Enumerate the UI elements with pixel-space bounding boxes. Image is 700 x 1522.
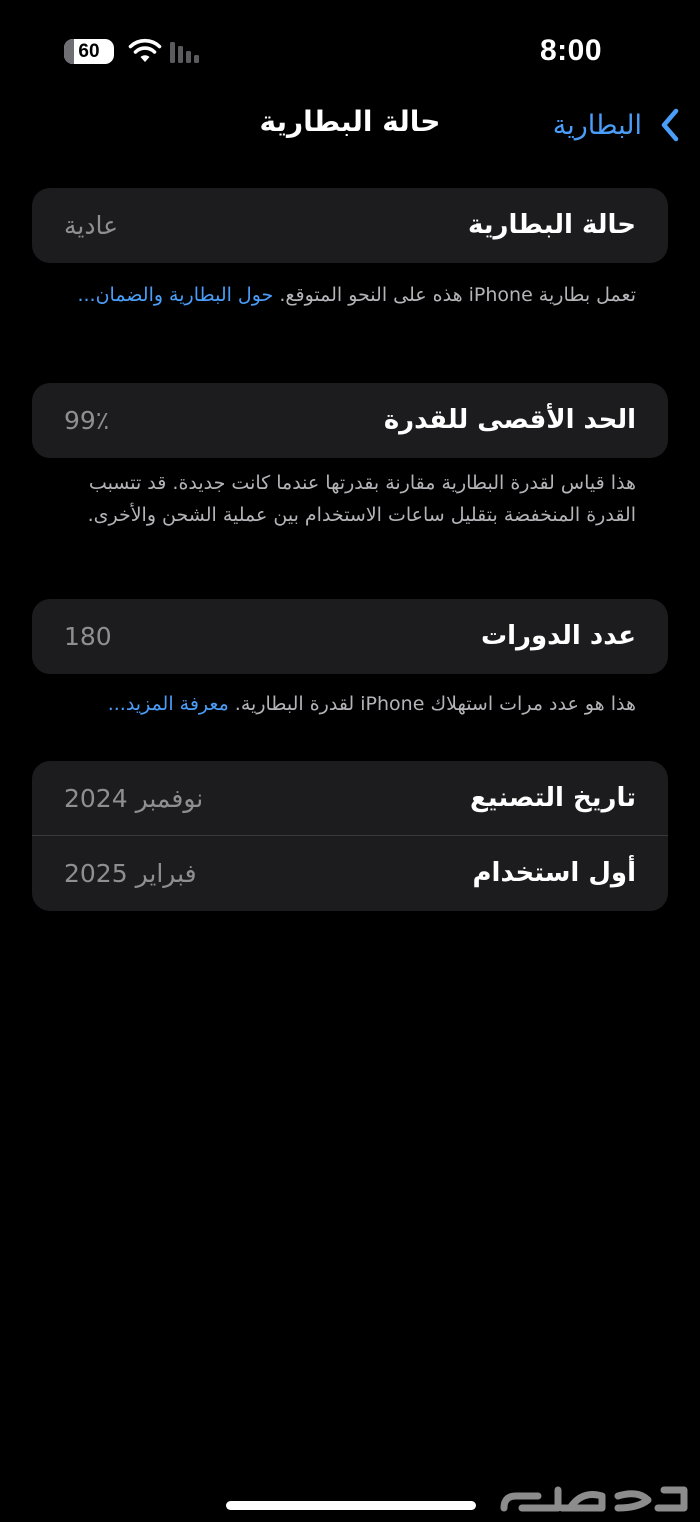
first-use-date-label: أول استخدام	[472, 858, 636, 888]
haraj-watermark-logo	[498, 1482, 692, 1518]
maximum-capacity-row	[32, 383, 668, 458]
maximum-capacity-label: الحد الأقصى للقدرة	[383, 405, 636, 435]
battery-dates-group	[32, 761, 668, 911]
first-use-date-row	[32, 836, 668, 911]
maximum-capacity-group	[32, 383, 668, 458]
maximum-capacity-value: 99٪	[64, 406, 110, 435]
cycle-count-footnote	[60, 688, 636, 720]
battery-level: 60	[78, 41, 100, 62]
cycle-count-label: عدد الدورات	[480, 621, 636, 651]
manufacture-date-label: تاريخ التصنيع	[470, 783, 636, 813]
manufacture-date-row	[32, 761, 668, 836]
battery-condition-value: عادية	[64, 211, 119, 240]
wifi-icon	[128, 38, 162, 64]
first-use-date-value: فبراير 2025	[64, 859, 197, 888]
battery-condition-footnote-text: تعمل بطارية iPhone هذه على النحو المتوقع.	[273, 284, 636, 306]
clock: 8:00	[539, 34, 602, 67]
battery-condition-label: حالة البطارية	[468, 210, 636, 240]
maximum-capacity-footnote: هذا قياس لقدرة البطارية مقارنة بقدرتها عندما كانت جديدة. قد تتسبب القدرة المنخفضة بتقليل ساعات الاستخدام بين عملية الشحن والأخرى.	[87, 472, 636, 526]
cycle-count-row	[32, 599, 668, 674]
battery-condition-row	[32, 188, 668, 263]
battery-icon	[64, 39, 114, 64]
cycle-count-value: 180	[64, 622, 112, 651]
back-label: البطارية	[552, 109, 642, 141]
cellular-signal-icon	[170, 40, 204, 64]
battery-condition-footnote	[60, 279, 636, 311]
cycle-count-footnote-text: هذا هو عدد مرات استهلاك iPhone لقدرة البطارية.	[228, 693, 636, 715]
manufacture-date-value: نوفمبر 2024	[64, 784, 204, 813]
battery-condition-group	[32, 188, 668, 263]
battery-warranty-link[interactable]: حول البطارية والضمان...	[77, 284, 274, 306]
page-title: حالة البطارية	[259, 105, 441, 138]
learn-more-link[interactable]: معرفة المزيد...	[107, 693, 229, 715]
status-bar	[0, 0, 700, 100]
home-indicator[interactable]	[226, 1501, 476, 1510]
cycle-count-group	[32, 599, 668, 674]
